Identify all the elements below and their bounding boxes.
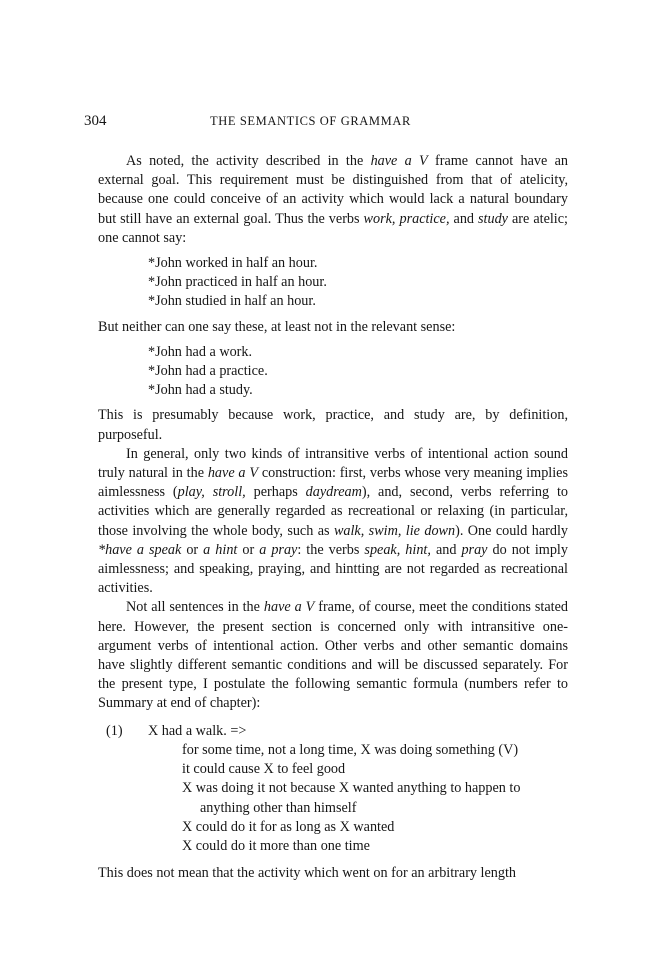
- running-head: [0, 113, 650, 133]
- text: ), and, second, verbs referring to activities which are generally regarded as recreational or relaxing (in particular, those involving the whole body, such as: [98, 484, 569, 539]
- italic-term: daydream: [305, 484, 362, 501]
- example-sentence: *John had a practice.: [148, 363, 268, 380]
- paragraph-1: [98, 152, 568, 248]
- paragraph-3: This is presumably because work, practice, and study are, by definition, purposeful.: [98, 407, 568, 443]
- formula-line: X could do it for as long as X wanted: [182, 818, 395, 835]
- example-sentence: *John worked in half an hour.: [148, 255, 318, 272]
- running-title: THE SEMANTICS OF GRAMMAR: [210, 114, 411, 128]
- paragraph-6: This does not mean that the activity which went on for an arbitrary length: [98, 865, 517, 882]
- text: are atelic; one cannot say:: [98, 210, 568, 246]
- italic-term: pray: [461, 541, 488, 558]
- text: frame, of course, meet the conditions stated here. However, the present section is concerned only with intransitive one-argument verbs of intentional action. Other verbs and other semantic domains have slightly different semantic conditions and will be discussed separately. For the present type, I postulate the following semantic formula (numbers refer to Summary at end of chapter):: [98, 599, 568, 712]
- example-sentence: *John had a work.: [148, 343, 253, 360]
- italic-term: have a V: [263, 599, 315, 616]
- italic-term: play, stroll,: [177, 484, 246, 501]
- example-sentence: *John studied in half an hour.: [148, 293, 316, 310]
- text: and: [430, 541, 462, 558]
- formula-line: for some time, not a long time, X was doing something (V): [182, 741, 519, 758]
- text: : the verbs: [297, 541, 365, 558]
- example-block-2: [148, 343, 568, 401]
- text: or: [181, 541, 204, 558]
- italic-term: study: [478, 210, 508, 227]
- italic-term: walk, swim, lie down: [333, 522, 456, 539]
- text: or: [237, 541, 260, 558]
- text: frame cannot have an external goal. This requirement must be distinguished from that of atelicity, because one could conceive of an activity which would lack a natural boundary but still have an external goal. Thus the verbs: [98, 153, 568, 227]
- text: ). One could hardly: [455, 522, 568, 539]
- formula-line: anything other than himself: [200, 799, 357, 816]
- italic-term: *have a speak: [98, 541, 182, 558]
- body-text: [98, 152, 568, 883]
- italic-term: work, practice,: [363, 210, 450, 227]
- italic-term: speak, hint,: [364, 541, 431, 558]
- italic-term: have a V: [370, 153, 428, 169]
- text: Not all sentences in the: [126, 599, 264, 616]
- text: construction: first, verbs whose very meaning implies aimlessness (: [98, 465, 568, 501]
- example-block-1: [148, 254, 568, 312]
- example-sentence: *John had a study.: [148, 382, 253, 399]
- paragraph-5: [98, 598, 568, 713]
- example-number: (1): [106, 722, 123, 739]
- text: In general, only two kinds of intransitive verbs of intentional action sound truly natural in the: [98, 445, 568, 482]
- numbered-example-1: [98, 722, 568, 856]
- semantic-formula: [182, 741, 568, 856]
- paragraph-2: But neither can one say these, at least not in the relevant sense:: [98, 318, 456, 335]
- italic-term: a pray: [259, 541, 298, 558]
- page-number: 304: [84, 113, 107, 129]
- formula-line: it could cause X to feel good: [182, 761, 346, 778]
- text: do not imply aimlessness; and speaking, praying, and hintting are not regarded as recreational activities.: [98, 541, 568, 597]
- formula-line: X could do it more than one time: [182, 837, 370, 854]
- italic-term: a hint: [203, 541, 238, 558]
- paragraph-4: [98, 445, 568, 599]
- text: perhaps: [245, 484, 306, 501]
- text: As noted, the activity described in the: [126, 153, 371, 169]
- text: and: [449, 210, 479, 227]
- formula-line: X was doing it not because X wanted anything to happen to: [182, 780, 521, 797]
- formula-head: X had a walk. =>: [148, 722, 247, 739]
- italic-term: have a V: [207, 465, 258, 482]
- example-sentence: *John practiced in half an hour.: [148, 274, 327, 291]
